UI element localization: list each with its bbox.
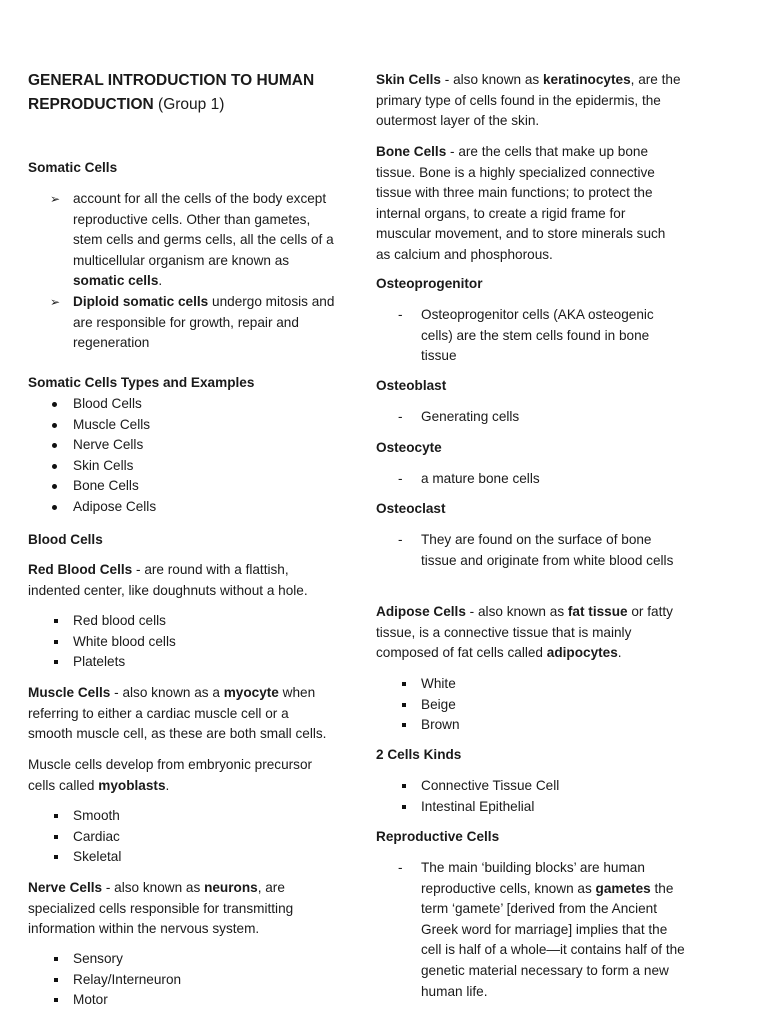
list-item: Cardiac xyxy=(73,828,120,844)
list-item: Brown xyxy=(421,717,460,733)
osteoclast-list xyxy=(376,530,676,571)
red-blood-cells-paragraph: Red Blood Cells - are round with a flattish, indented center, like doughnuts without a hole. xyxy=(28,562,308,598)
list-item: Relay/Interneuron xyxy=(73,971,182,987)
title-line-1: GENERAL INTRODUCTION TO HUMAN xyxy=(28,72,315,89)
nerve-types-list xyxy=(28,949,338,1011)
list-item: a mature bone cells xyxy=(421,471,540,486)
somatic-cells-list xyxy=(28,189,338,354)
cell-kinds-heading: 2 Cells Kinds xyxy=(376,747,462,762)
list-item: Blood Cells xyxy=(73,396,142,411)
list-item: They are found on the surface of bone tissue and originate from white blood cells xyxy=(421,532,674,568)
muscle-cells-paragraph: Muscle Cells - also known as a myocyte when referring to either a cardiac muscle cell or a smooth muscle cell, as these are both small cells. xyxy=(28,685,327,742)
reproductive-cells-list xyxy=(376,858,686,1002)
list-item: White xyxy=(421,676,456,691)
title-line-2: REPRODUCTION xyxy=(28,96,154,113)
list-item: Generating cells xyxy=(421,409,520,424)
list-item: Intestinal Epithelial xyxy=(421,798,535,814)
osteocyte-list xyxy=(376,469,676,490)
osteoclast-heading: Osteoclast xyxy=(376,501,446,516)
list-item: White blood cells xyxy=(73,633,176,649)
list-item: Osteoprogenitor cells (AKA osteogenic cells) are the stem cells found in bone tissue xyxy=(421,307,654,364)
list-item: account for all the cells of the body except reproductive cells. Other than gametes, stem cells and germs cells, all the cells of a multicellular organism are known as somatic cells. xyxy=(73,191,334,289)
document-title xyxy=(28,69,328,117)
list-item: Bone Cells xyxy=(73,478,139,494)
list-item: Adipose Cells xyxy=(73,498,157,514)
bone-cells-paragraph: Bone Cells - are the cells that make up bone tissue. Bone is a highly specialized connective tissue with three main functions; to protect the internal organs, to create a rigid frame for muscular movement, and to store minerals such as calcium and phosphorous. xyxy=(376,144,666,262)
muscle-types-list xyxy=(28,806,338,868)
osteoblast-list xyxy=(376,407,676,428)
list-item: The main ‘building blocks’ are human reproductive cells, known as gametes the term ‘gamete’ [derived from the Ancient Greek word for marriage] implies that the cell is half of a whole—it contains half of the genetic material necessary to form a new human life. xyxy=(421,860,685,999)
osteoprogenitor-heading: Osteoprogenitor xyxy=(376,276,483,291)
reproductive-cells-heading: Reproductive Cells xyxy=(376,829,500,844)
myoblasts-paragraph: Muscle cells develop from embryonic precursor cells called myoblasts. xyxy=(28,757,313,793)
osteocyte-heading: Osteocyte xyxy=(376,440,442,455)
nerve-cells-paragraph: Nerve Cells - also known as neurons, are specialized cells responsible for transmitting information within the nervous system. xyxy=(28,880,294,937)
somatic-cells-heading: Somatic Cells xyxy=(28,160,118,175)
somatic-types-list xyxy=(28,394,338,518)
list-item: Connective Tissue Cell xyxy=(421,778,560,793)
cell-kinds-list xyxy=(376,776,676,817)
list-item: Platelets xyxy=(73,654,126,670)
list-item: Smooth xyxy=(73,808,120,823)
osteoblast-heading: Osteoblast xyxy=(376,378,447,393)
list-item: Sensory xyxy=(73,951,123,966)
list-item: Diploid somatic cells undergo mitosis and are responsible for growth, repair and regeneration xyxy=(73,293,335,351)
osteoprogenitor-list xyxy=(376,305,676,367)
skin-cells-paragraph: Skin Cells - also known as keratinocytes, are the primary type of cells found in the epidermis, the outermost layer of the skin. xyxy=(376,72,681,129)
somatic-types-heading: Somatic Cells Types and Examples xyxy=(28,375,255,390)
list-item: Nerve Cells xyxy=(73,437,144,453)
list-item: Skin Cells xyxy=(73,457,134,473)
list-item: Beige xyxy=(421,696,456,712)
blood-cells-heading: Blood Cells xyxy=(28,532,103,547)
adipose-cells-paragraph: Adipose Cells - also known as fat tissue or fatty tissue, is a connective tissue that is mainly composed of fat cells called adipocytes. xyxy=(376,604,673,661)
list-item: Skeletal xyxy=(73,849,122,865)
list-item: Motor xyxy=(73,992,108,1008)
list-item: Red blood cells xyxy=(73,613,166,628)
blood-cells-list xyxy=(28,611,338,673)
title-group-label: (Group 1) xyxy=(158,96,225,113)
list-item: Muscle Cells xyxy=(73,416,151,432)
adipose-types-list xyxy=(376,674,676,736)
